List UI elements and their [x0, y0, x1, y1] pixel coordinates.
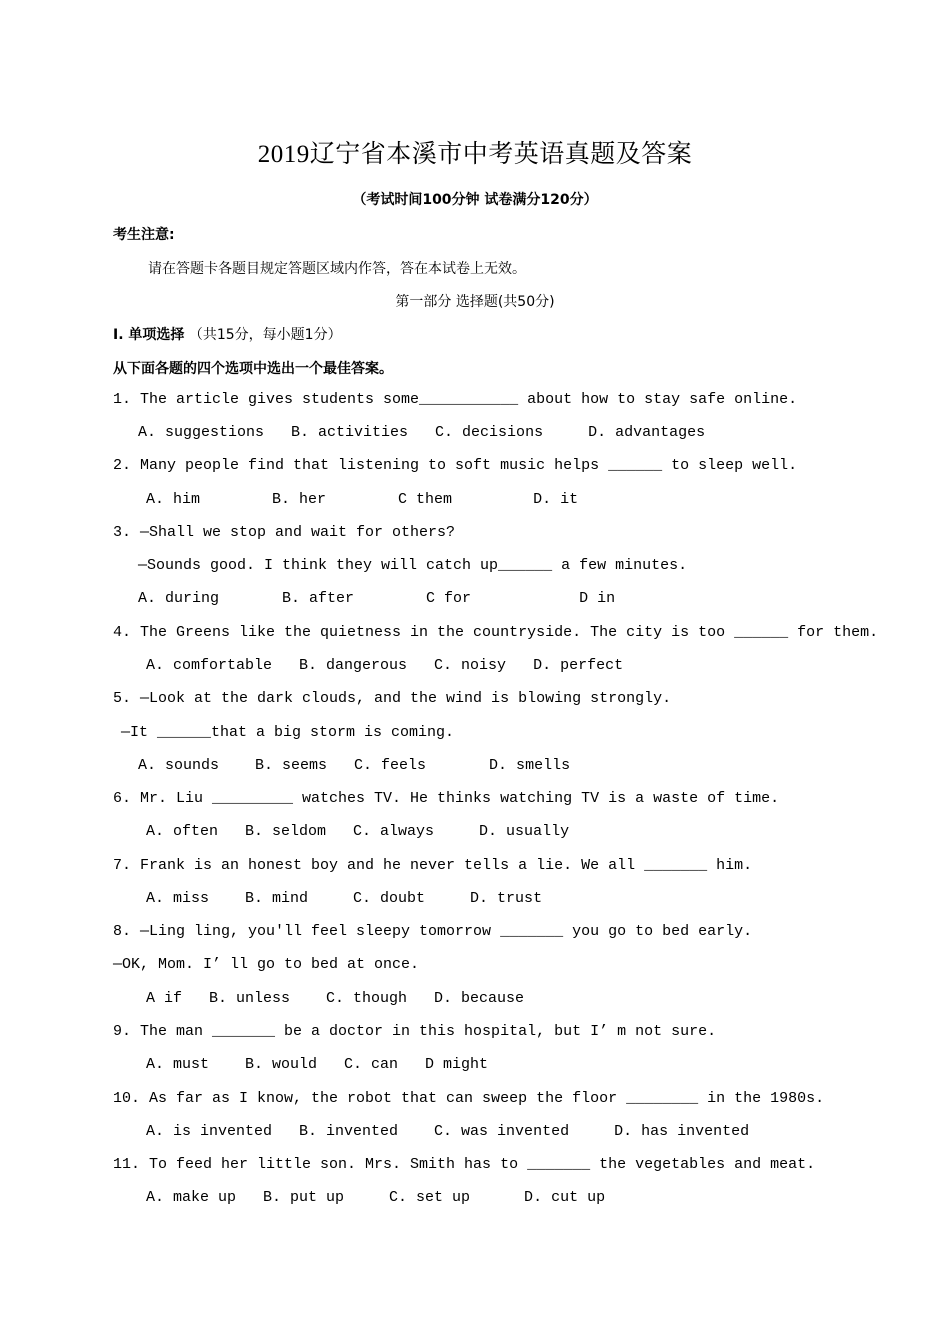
- question-11: 11. To feed her little son. Mrs. Smith has to _______ the vegetables and meat.: [113, 1156, 816, 1173]
- question-3-dialogue: —Sounds good. I think they will catch up______ a few minutes.: [138, 557, 688, 574]
- question-3-options: A. during B. after C for D in: [138, 590, 616, 607]
- question-4: 4. The Greens like the quietness in the countryside. The city is too ______ for them.: [113, 624, 879, 641]
- question-5-options: A. sounds B. seems C. feels D. smells: [138, 757, 571, 774]
- question-7: 7. Frank is an honest boy and he never tells a lie. We all _______ him.: [113, 857, 753, 874]
- section-one-note: （共15分，每小题1分）: [188, 327, 342, 343]
- question-10-options: A. is invented B. invented C. was invented D. has invented: [146, 1123, 750, 1140]
- notice-heading: 考生注意:: [113, 227, 175, 243]
- question-10: 10. As far as I know, the robot that can sweep the floor ________ in the 1980s.: [113, 1090, 825, 1107]
- question-5: 5. —Look at the dark clouds, and the wind is blowing strongly.: [113, 690, 672, 707]
- section-one-heading-row: [113, 324, 342, 344]
- question-9: 9. The man _______ be a doctor in this hospital, but I’ m not sure.: [113, 1023, 717, 1040]
- section-one-heading: Ⅰ. 单项选择: [113, 327, 185, 343]
- part-one-heading: 第一部分 选择题(共50分): [395, 294, 555, 310]
- question-8-dialogue: —OK, Mom. I’ ll go to bed at once.: [113, 956, 420, 973]
- question-4-options: A. comfortable B. dangerous C. noisy D. perfect: [146, 657, 624, 674]
- question-6-options: A. often B. seldom C. always D. usually: [146, 823, 570, 840]
- question-3: 3. —Shall we stop and wait for others?: [113, 524, 456, 541]
- exam-duration-note: （考试时间100分钟 试卷满分120分）: [352, 192, 598, 208]
- question-11-options: A. make up B. put up C. set up D. cut up: [146, 1189, 606, 1206]
- question-2: 2. Many people find that listening to soft music helps ______ to sleep well.: [113, 457, 798, 474]
- question-1: 1. The article gives students some___________ about how to stay safe online.: [113, 391, 798, 408]
- question-5-dialogue: —It ______that a big storm is coming.: [121, 724, 455, 741]
- section-one-instruction: 从下面各题的四个选项中选出一个最佳答案。: [113, 361, 393, 377]
- question-9-options: A. must B. would C. can D might: [146, 1056, 489, 1073]
- document-title: 2019辽宁省本溪市中考英语真题及答案: [257, 141, 693, 168]
- question-7-options: A. miss B. mind C. doubt D. trust: [146, 890, 543, 907]
- question-8: 8. —Ling ling, you'll feel sleepy tomorrow _______ you go to bed early.: [113, 923, 753, 940]
- question-1-options: A. suggestions B. activities C. decisions D. advantages: [138, 424, 706, 441]
- notice-text: 请在答题卡各题目规定答题区域内作答，答在本试卷上无效。: [148, 261, 526, 277]
- question-6: 6. Mr. Liu _________ watches TV. He thinks watching TV is a waste of time.: [113, 790, 780, 807]
- question-8-options: A if B. unless C. though D. because: [146, 990, 525, 1007]
- question-2-options: A. him B. her C them D. it: [146, 491, 579, 508]
